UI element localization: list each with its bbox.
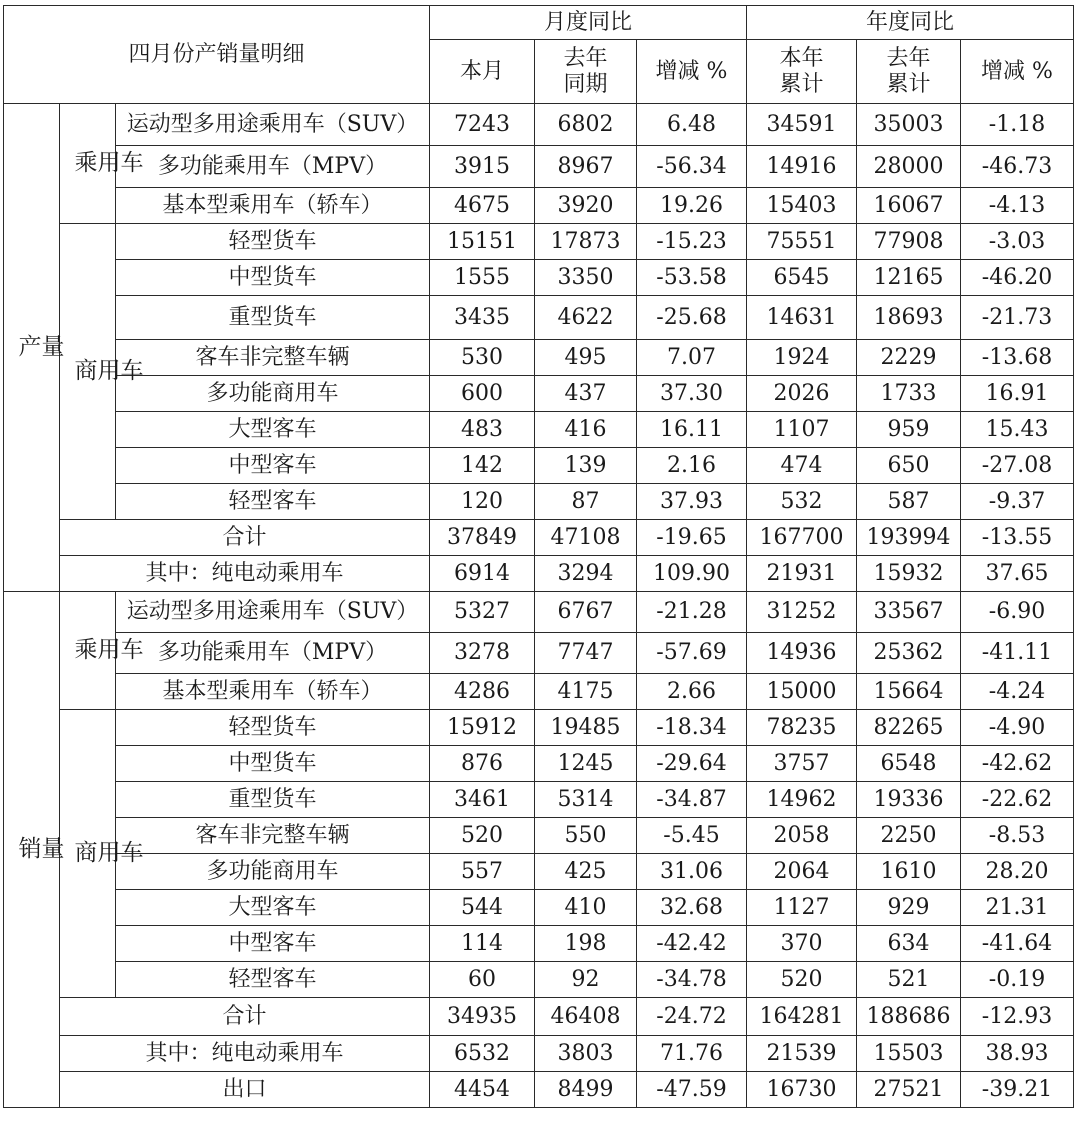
- table-row: [4, 962, 1074, 998]
- cell-mc: 6.48: [637, 104, 747, 146]
- cell-yc: -0.19: [961, 962, 1074, 998]
- item-name: 轻型客车: [116, 962, 430, 998]
- cell-ytd: 75551: [747, 224, 857, 260]
- cell-mc: -42.42: [637, 926, 747, 962]
- cell-ytd: 2064: [747, 854, 857, 890]
- cell-lytd: 82265: [857, 710, 961, 746]
- col-ytd-line2: 累计: [779, 71, 824, 97]
- item-name: 多功能商用车: [116, 376, 430, 412]
- cell-mc: -47.59: [637, 1072, 747, 1108]
- cell-yc: -4.90: [961, 710, 1074, 746]
- cell-mc: 109.90: [637, 556, 747, 592]
- cell-yc: -4.13: [961, 188, 1074, 224]
- cell-ytd: 1107: [747, 412, 857, 448]
- cell-lytd: 28000: [857, 146, 961, 188]
- cell-m: 4286: [430, 674, 535, 710]
- cell-mc: -56.34: [637, 146, 747, 188]
- cell-m: 557: [430, 854, 535, 890]
- cell-mc: 7.07: [637, 340, 747, 376]
- cell-ytd: 15000: [747, 674, 857, 710]
- cell-m: 520: [430, 818, 535, 854]
- col-last-year-line2: 同期: [563, 71, 608, 97]
- cell-yc: -27.08: [961, 448, 1074, 484]
- cell-lytd: 2250: [857, 818, 961, 854]
- cell-ly: 495: [535, 340, 637, 376]
- cell-lytd: 1733: [857, 376, 961, 412]
- cell-yc: -1.18: [961, 104, 1074, 146]
- cell-ytd: 2026: [747, 376, 857, 412]
- cell-m: 114: [430, 926, 535, 962]
- item-name: 客车非完整车辆: [116, 818, 430, 854]
- cell-mc: 16.11: [637, 412, 747, 448]
- item-name: 中型客车: [116, 926, 430, 962]
- item-name: 多功能乘用车（MPV）: [116, 146, 430, 188]
- cell-ly: 3920: [535, 188, 637, 224]
- section-label-text: 销量: [18, 836, 65, 862]
- cell-mc: -24.72: [637, 998, 747, 1036]
- cell-lytd: 27521: [857, 1072, 961, 1108]
- cell-ly: 550: [535, 818, 637, 854]
- cell-lytd: 193994: [857, 520, 961, 556]
- cell-m: 3461: [430, 782, 535, 818]
- cell-lytd: 634: [857, 926, 961, 962]
- passenger-group-label: [60, 104, 144, 224]
- table-row: [4, 633, 1074, 674]
- commercial-group-label-text: 商用车: [74, 840, 144, 866]
- col-last-ytd-line2: 累计: [886, 71, 931, 97]
- cell-m: 15912: [430, 710, 535, 746]
- cell-lytd: 15503: [857, 1036, 961, 1072]
- cell-ly: 437: [535, 376, 637, 412]
- cell-lytd: 18693: [857, 296, 961, 340]
- cell-ly: 416: [535, 412, 637, 448]
- cell-ytd: 31252: [747, 592, 857, 633]
- cell-mc: -34.78: [637, 962, 747, 998]
- cell-ytd: 370: [747, 926, 857, 962]
- cell-yc: -41.11: [961, 633, 1074, 674]
- cell-yc: -4.24: [961, 674, 1074, 710]
- cell-m: 6914: [430, 556, 535, 592]
- cell-yc: -22.62: [961, 782, 1074, 818]
- cell-mc: 31.06: [637, 854, 747, 890]
- table-row: [4, 674, 1074, 710]
- cell-yc: 37.65: [961, 556, 1074, 592]
- cell-lytd: 1610: [857, 854, 961, 890]
- summary-row: [4, 1072, 1074, 1108]
- item-name: 中型货车: [116, 746, 430, 782]
- passenger-group-label-text: 乘用车: [74, 637, 144, 663]
- table-row: [4, 890, 1074, 926]
- cell-lytd: 12165: [857, 260, 961, 296]
- cell-yc: 16.91: [961, 376, 1074, 412]
- cell-mc: 2.16: [637, 448, 747, 484]
- cell-lytd: 521: [857, 962, 961, 998]
- table-row: [4, 818, 1074, 854]
- item-name: 运动型多用途乘用车（SUV）: [116, 592, 430, 633]
- col-last-year-line1: 去年: [563, 45, 608, 71]
- table-row: [4, 340, 1074, 376]
- commercial-group-label: [60, 224, 144, 520]
- cell-m: 4675: [430, 188, 535, 224]
- cell-m: 60: [430, 962, 535, 998]
- cell-yc: 38.93: [961, 1036, 1074, 1072]
- cell-mc: 2.66: [637, 674, 747, 710]
- cell-ly: 410: [535, 890, 637, 926]
- table-row: [4, 926, 1074, 962]
- col-last-ytd-line1: 去年: [886, 45, 931, 71]
- summary-row: [4, 998, 1074, 1036]
- item-name: 客车非完整车辆: [116, 340, 430, 376]
- cell-ytd: 1127: [747, 890, 857, 926]
- header-row-1: [4, 6, 1074, 40]
- table-row: [4, 746, 1074, 782]
- passenger-group-label-text: 乘用车: [74, 150, 144, 176]
- cell-yc: -8.53: [961, 818, 1074, 854]
- cell-mc: 71.76: [637, 1036, 747, 1072]
- table-title: 四月份产销量明细: [4, 6, 430, 104]
- table-row: [4, 484, 1074, 520]
- cell-ytd: 14631: [747, 296, 857, 340]
- item-name: 多功能乘用车（MPV）: [116, 633, 430, 674]
- cell-ly: 87: [535, 484, 637, 520]
- summary-row: [4, 1036, 1074, 1072]
- item-name: 中型客车: [116, 448, 430, 484]
- cell-ly: 5314: [535, 782, 637, 818]
- cell-m: 530: [430, 340, 535, 376]
- item-name: 基本型乘用车（轿车）: [116, 674, 430, 710]
- section-label: [4, 592, 65, 1108]
- cell-mc: -29.64: [637, 746, 747, 782]
- cell-m: 15151: [430, 224, 535, 260]
- cell-m: 1555: [430, 260, 535, 296]
- cell-ly: 425: [535, 854, 637, 890]
- cell-m: 120: [430, 484, 535, 520]
- item-name: 中型货车: [116, 260, 430, 296]
- summary-row: [4, 520, 1074, 556]
- cell-mc: -18.34: [637, 710, 747, 746]
- cell-ytd: 1924: [747, 340, 857, 376]
- cell-mc: -57.69: [637, 633, 747, 674]
- cell-ly: 198: [535, 926, 637, 962]
- cell-ly: 3350: [535, 260, 637, 296]
- cell-m: 5327: [430, 592, 535, 633]
- cell-mc: 37.30: [637, 376, 747, 412]
- cell-ly: 8499: [535, 1072, 637, 1108]
- cell-lytd: 959: [857, 412, 961, 448]
- item-name: 轻型货车: [116, 224, 430, 260]
- item-name: 基本型乘用车（轿车）: [116, 188, 430, 224]
- cell-lytd: 25362: [857, 633, 961, 674]
- cell-m: 3435: [430, 296, 535, 340]
- cell-ytd: 3757: [747, 746, 857, 782]
- summary-item-name: 出口: [60, 1072, 430, 1108]
- summary-item-name: 其中：纯电动乘用车: [60, 1036, 430, 1072]
- cell-yc: -12.93: [961, 998, 1074, 1036]
- cell-m: 544: [430, 890, 535, 926]
- cell-lytd: 587: [857, 484, 961, 520]
- cell-lytd: 16067: [857, 188, 961, 224]
- cell-lytd: 19336: [857, 782, 961, 818]
- cell-mc: 32.68: [637, 890, 747, 926]
- item-name: 轻型货车: [116, 710, 430, 746]
- col-change-yearly: 增减 %: [961, 40, 1074, 104]
- cell-ytd: 6545: [747, 260, 857, 296]
- cell-lytd: 33567: [857, 592, 961, 633]
- cell-mc: -34.87: [637, 782, 747, 818]
- cell-yc: -13.55: [961, 520, 1074, 556]
- cell-m: 7243: [430, 104, 535, 146]
- cell-ly: 4622: [535, 296, 637, 340]
- table-row: [4, 782, 1074, 818]
- cell-m: 142: [430, 448, 535, 484]
- cell-yc: -39.21: [961, 1072, 1074, 1108]
- cell-ytd: 14916: [747, 146, 857, 188]
- monthly-group-header: 月度同比: [430, 6, 747, 40]
- table-row: [4, 296, 1074, 340]
- col-change-monthly: 增减 %: [637, 40, 747, 104]
- item-name: 重型货车: [116, 782, 430, 818]
- cell-yc: -41.64: [961, 926, 1074, 962]
- summary-item-name: 合计: [60, 998, 430, 1036]
- cell-ly: 8967: [535, 146, 637, 188]
- item-name: 大型客车: [116, 412, 430, 448]
- cell-lytd: 2229: [857, 340, 961, 376]
- cell-yc: -46.20: [961, 260, 1074, 296]
- cell-ly: 19485: [535, 710, 637, 746]
- cell-mc: 37.93: [637, 484, 747, 520]
- cell-ly: 3803: [535, 1036, 637, 1072]
- cell-ytd: 15403: [747, 188, 857, 224]
- col-this-month: 本月: [430, 40, 535, 104]
- cell-lytd: 929: [857, 890, 961, 926]
- table-row: [4, 592, 1074, 633]
- summary-item-name: 合计: [60, 520, 430, 556]
- item-name: 运动型多用途乘用车（SUV）: [116, 104, 430, 146]
- cell-yc: -3.03: [961, 224, 1074, 260]
- table-row: [4, 224, 1074, 260]
- cell-ly: 92: [535, 962, 637, 998]
- cell-m: 4454: [430, 1072, 535, 1108]
- col-last-year-same-period: [535, 40, 637, 104]
- table-row: [4, 146, 1074, 188]
- cell-ytd: 78235: [747, 710, 857, 746]
- item-name: 轻型客车: [116, 484, 430, 520]
- cell-m: 37849: [430, 520, 535, 556]
- cell-ly: 7747: [535, 633, 637, 674]
- cell-mc: -15.23: [637, 224, 747, 260]
- cell-ly: 46408: [535, 998, 637, 1036]
- cell-ytd: 167700: [747, 520, 857, 556]
- table-row: [4, 448, 1074, 484]
- section-label-text: 产量: [18, 334, 65, 360]
- cell-yc: 21.31: [961, 890, 1074, 926]
- table-row: [4, 376, 1074, 412]
- cell-lytd: 188686: [857, 998, 961, 1036]
- cell-ytd: 520: [747, 962, 857, 998]
- cell-m: 3915: [430, 146, 535, 188]
- col-last-ytd: [857, 40, 961, 104]
- col-ytd: [747, 40, 857, 104]
- cell-lytd: 77908: [857, 224, 961, 260]
- cell-yc: -13.68: [961, 340, 1074, 376]
- production-sales-table: [3, 5, 1074, 1108]
- col-ytd-line1: 本年: [779, 45, 824, 71]
- item-name: 重型货车: [116, 296, 430, 340]
- cell-yc: -6.90: [961, 592, 1074, 633]
- cell-yc: 28.20: [961, 854, 1074, 890]
- cell-ly: 1245: [535, 746, 637, 782]
- cell-yc: -21.73: [961, 296, 1074, 340]
- cell-ly: 3294: [535, 556, 637, 592]
- cell-ytd: 14936: [747, 633, 857, 674]
- table-row: [4, 412, 1074, 448]
- item-name: 多功能商用车: [116, 854, 430, 890]
- cell-ytd: 532: [747, 484, 857, 520]
- commercial-group-label: [60, 710, 144, 998]
- cell-mc: -21.28: [637, 592, 747, 633]
- table-row: [4, 854, 1074, 890]
- cell-m: 34935: [430, 998, 535, 1036]
- cell-yc: 15.43: [961, 412, 1074, 448]
- cell-mc: -25.68: [637, 296, 747, 340]
- commercial-group-label-text: 商用车: [74, 358, 144, 384]
- cell-mc: -53.58: [637, 260, 747, 296]
- cell-m: 3278: [430, 633, 535, 674]
- cell-ly: 139: [535, 448, 637, 484]
- cell-ly: 47108: [535, 520, 637, 556]
- cell-ytd: 14962: [747, 782, 857, 818]
- passenger-group-label: [60, 592, 144, 710]
- cell-m: 876: [430, 746, 535, 782]
- table-row: [4, 104, 1074, 146]
- cell-m: 483: [430, 412, 535, 448]
- cell-lytd: 35003: [857, 104, 961, 146]
- summary-item-name: 其中：纯电动乘用车: [60, 556, 430, 592]
- cell-yc: -9.37: [961, 484, 1074, 520]
- cell-ly: 4175: [535, 674, 637, 710]
- cell-ytd: 34591: [747, 104, 857, 146]
- cell-lytd: 6548: [857, 746, 961, 782]
- cell-ly: 17873: [535, 224, 637, 260]
- cell-yc: -42.62: [961, 746, 1074, 782]
- table-row: [4, 260, 1074, 296]
- table-row: [4, 710, 1074, 746]
- cell-ytd: 474: [747, 448, 857, 484]
- cell-ytd: 21539: [747, 1036, 857, 1072]
- cell-mc: -19.65: [637, 520, 747, 556]
- cell-lytd: 15664: [857, 674, 961, 710]
- cell-yc: -46.73: [961, 146, 1074, 188]
- cell-ytd: 164281: [747, 998, 857, 1036]
- cell-ly: 6767: [535, 592, 637, 633]
- cell-ytd: 2058: [747, 818, 857, 854]
- cell-m: 6532: [430, 1036, 535, 1072]
- cell-mc: 19.26: [637, 188, 747, 224]
- summary-row: [4, 556, 1074, 592]
- cell-m: 600: [430, 376, 535, 412]
- cell-ytd: 21931: [747, 556, 857, 592]
- cell-lytd: 15932: [857, 556, 961, 592]
- cell-ytd: 16730: [747, 1072, 857, 1108]
- cell-ly: 6802: [535, 104, 637, 146]
- cell-lytd: 650: [857, 448, 961, 484]
- cell-mc: -5.45: [637, 818, 747, 854]
- yearly-group-header: 年度同比: [747, 6, 1074, 40]
- table-row: [4, 188, 1074, 224]
- item-name: 大型客车: [116, 890, 430, 926]
- section-label: [4, 104, 65, 592]
